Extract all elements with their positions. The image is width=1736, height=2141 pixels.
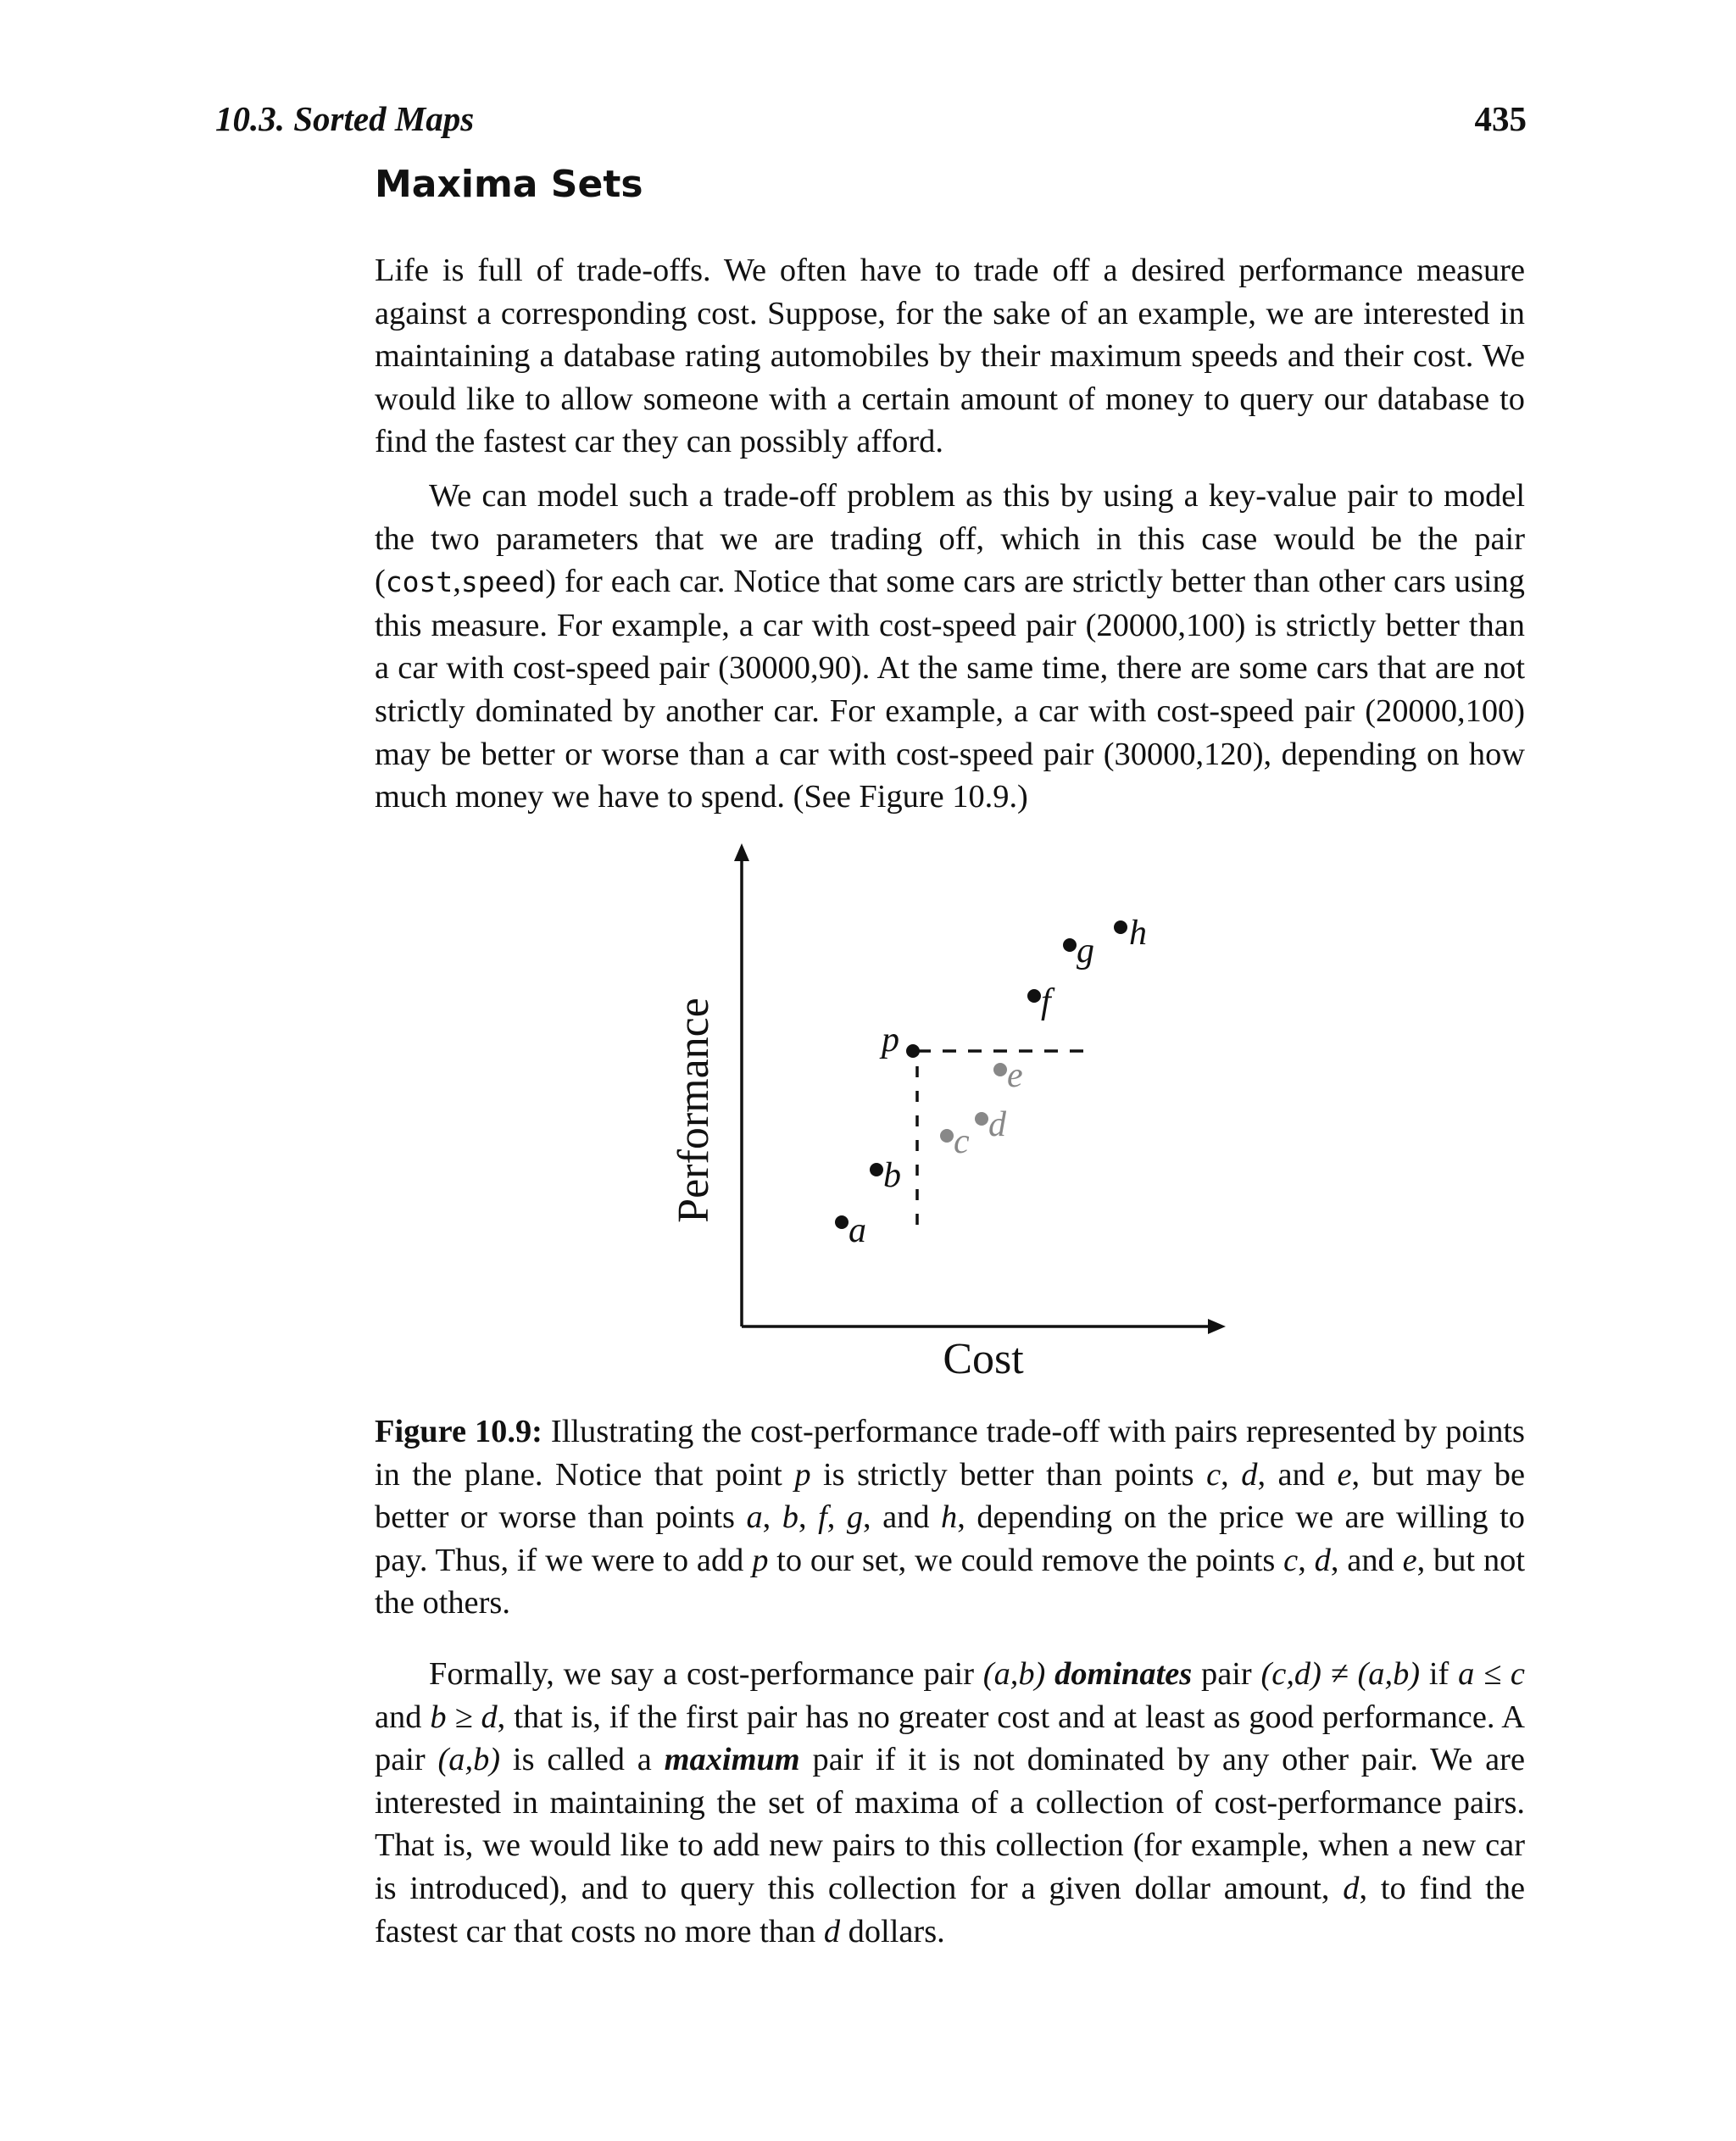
- text-run: Illustrating the cost-performance trade-off with pairs represented by points in the plane. Notice that point: [375, 1414, 1525, 1493]
- text-run: Formally, we say a cost-performance pair: [429, 1656, 983, 1692]
- x-axis-arrow: [1208, 1319, 1226, 1334]
- text-run: ,: [1298, 1542, 1315, 1578]
- math-var: d: [1241, 1456, 1258, 1493]
- paragraph-text: Life is full of trade-offs. We often have to trade off a desired performance measure against a corresponding cost. Suppose, for the sake of an example, we are interested in maintaining a database rating automobiles by their maximum speeds and their cost. We would like to allow someone with a certain amount of money to query our database to find the fastest car they can possibly afford.: [375, 253, 1525, 460]
- x-axis-label: Cost: [943, 1335, 1024, 1383]
- math-expr: (a,b): [437, 1742, 501, 1778]
- text-run: ) for each car. Notice that some cars are strictly better than other cars using this measure. For example, a car with cost-speed pair (20000,100) is strictly better than a car with cost-speed pair (30000,90). At the same time, there are some cars that are not strictly dominated by another car. For example, a car with cost-speed pair (20000,100) may be better or worse than a car with cost-speed pair (30000,120), depending on how much money we have to spend. (See Figure 10.9.): [375, 564, 1525, 815]
- svg-text:c: c: [954, 1122, 970, 1161]
- svg-text:f: f: [1041, 982, 1051, 1021]
- point-h: [1114, 914, 1147, 953]
- text-run: We can model such a trade-off problem as this by using a key-value pair to model the two parameters that we are trading off, which in this case would be the pair (: [375, 478, 1525, 600]
- math-var: e: [1337, 1456, 1352, 1493]
- text-run: [1045, 1656, 1054, 1692]
- text-run: , that is, if the first pair has no greater cost and at least as good performance. A pair: [375, 1699, 1525, 1778]
- math-var: d: [1314, 1542, 1331, 1578]
- math-expr: b ≥ d: [430, 1699, 498, 1735]
- svg-text:g: g: [1077, 931, 1094, 970]
- text-run: , depending on the price we are willing to pay. Thus, if we were to add: [375, 1499, 1525, 1578]
- math-expr: a ≤ c: [1458, 1656, 1525, 1692]
- math-expr: (a,b): [982, 1656, 1046, 1692]
- text-run: , but not the others.: [375, 1542, 1525, 1621]
- point-g: [1063, 931, 1094, 970]
- text-run: and: [375, 1699, 431, 1735]
- math-var: p: [794, 1456, 811, 1493]
- math-var: d: [823, 1913, 841, 1949]
- svg-text:e: e: [1007, 1056, 1023, 1095]
- text-run: dollars.: [840, 1913, 945, 1949]
- text-run: , and: [1257, 1456, 1338, 1493]
- paragraph-formal: [375, 1653, 1525, 1953]
- math-var: d: [1343, 1870, 1360, 1906]
- point-a: [835, 1211, 866, 1250]
- figure-10-9: [661, 839, 1255, 1399]
- text-run: if: [1420, 1656, 1459, 1692]
- text-run: , to find the fastest car that costs no more than: [375, 1870, 1526, 1949]
- point-p: [879, 1020, 920, 1059]
- text-run: ,: [798, 1499, 819, 1536]
- svg-text:d: d: [988, 1105, 1006, 1144]
- text-run: , but may be better or worse than points: [375, 1456, 1526, 1536]
- svg-text:h: h: [1129, 914, 1147, 953]
- caption-label: Figure 10.9:: [375, 1414, 542, 1449]
- math-var: g: [846, 1499, 864, 1536]
- text-run: pair if it is not dominated by any other pair. We are interested in maintaining the set of maxima of a collection of cost-performance pairs. That is, we would like to add new pairs to this collection (for example, when a new car is introduced), and to query this collection for a given dollar amount,: [375, 1742, 1525, 1906]
- svg-text:p: p: [882, 1020, 899, 1059]
- text-run: is called a: [500, 1742, 665, 1778]
- term-maximum: maximum: [664, 1742, 800, 1778]
- point-b: [870, 1156, 901, 1195]
- running-head: 10.3. Sorted Maps: [215, 99, 475, 138]
- text-run: ,: [453, 564, 461, 600]
- text-run: ,: [826, 1499, 847, 1536]
- term-dominates: dominates: [1054, 1656, 1193, 1692]
- text-run: , and: [863, 1499, 942, 1536]
- math-var: h: [941, 1499, 958, 1536]
- y-axis-label: Performance: [670, 998, 718, 1223]
- svg-text:b: b: [883, 1156, 901, 1195]
- text-run: ,: [762, 1499, 782, 1536]
- point-d: [975, 1105, 1007, 1144]
- paragraph-text: [375, 475, 1525, 819]
- math-expr: (c,d) ≠ (a,b): [1260, 1656, 1421, 1692]
- paragraph-intro: [375, 249, 1525, 464]
- text-run: to our set, we could remove the points: [768, 1542, 1284, 1578]
- math-var: e: [1402, 1542, 1417, 1578]
- text-run: pair: [1192, 1656, 1261, 1692]
- math-var: p: [752, 1542, 769, 1578]
- y-axis-arrow: [734, 843, 749, 861]
- math-var: a: [746, 1499, 763, 1536]
- math-var: c: [1206, 1456, 1221, 1493]
- code-cost: cost: [385, 565, 453, 599]
- text-run: is strictly better than points: [810, 1456, 1207, 1493]
- paragraph-text: [375, 1653, 1525, 1953]
- caption-text: [375, 1410, 1525, 1625]
- text-run: , and: [1330, 1542, 1403, 1578]
- page-number: 435: [1474, 99, 1527, 138]
- section-heading: Maxima Sets: [375, 163, 643, 206]
- svg-text:a: a: [849, 1211, 866, 1250]
- point-e: [993, 1056, 1023, 1095]
- figure-caption: [375, 1410, 1525, 1625]
- math-var: c: [1283, 1542, 1299, 1578]
- point-c: [940, 1122, 970, 1161]
- math-var: b: [782, 1499, 798, 1536]
- code-speed: speed: [460, 565, 546, 599]
- paragraph-model: [375, 475, 1525, 819]
- point-f: [1027, 982, 1055, 1021]
- text-run: ,: [1221, 1456, 1242, 1493]
- math-var: f: [818, 1499, 827, 1536]
